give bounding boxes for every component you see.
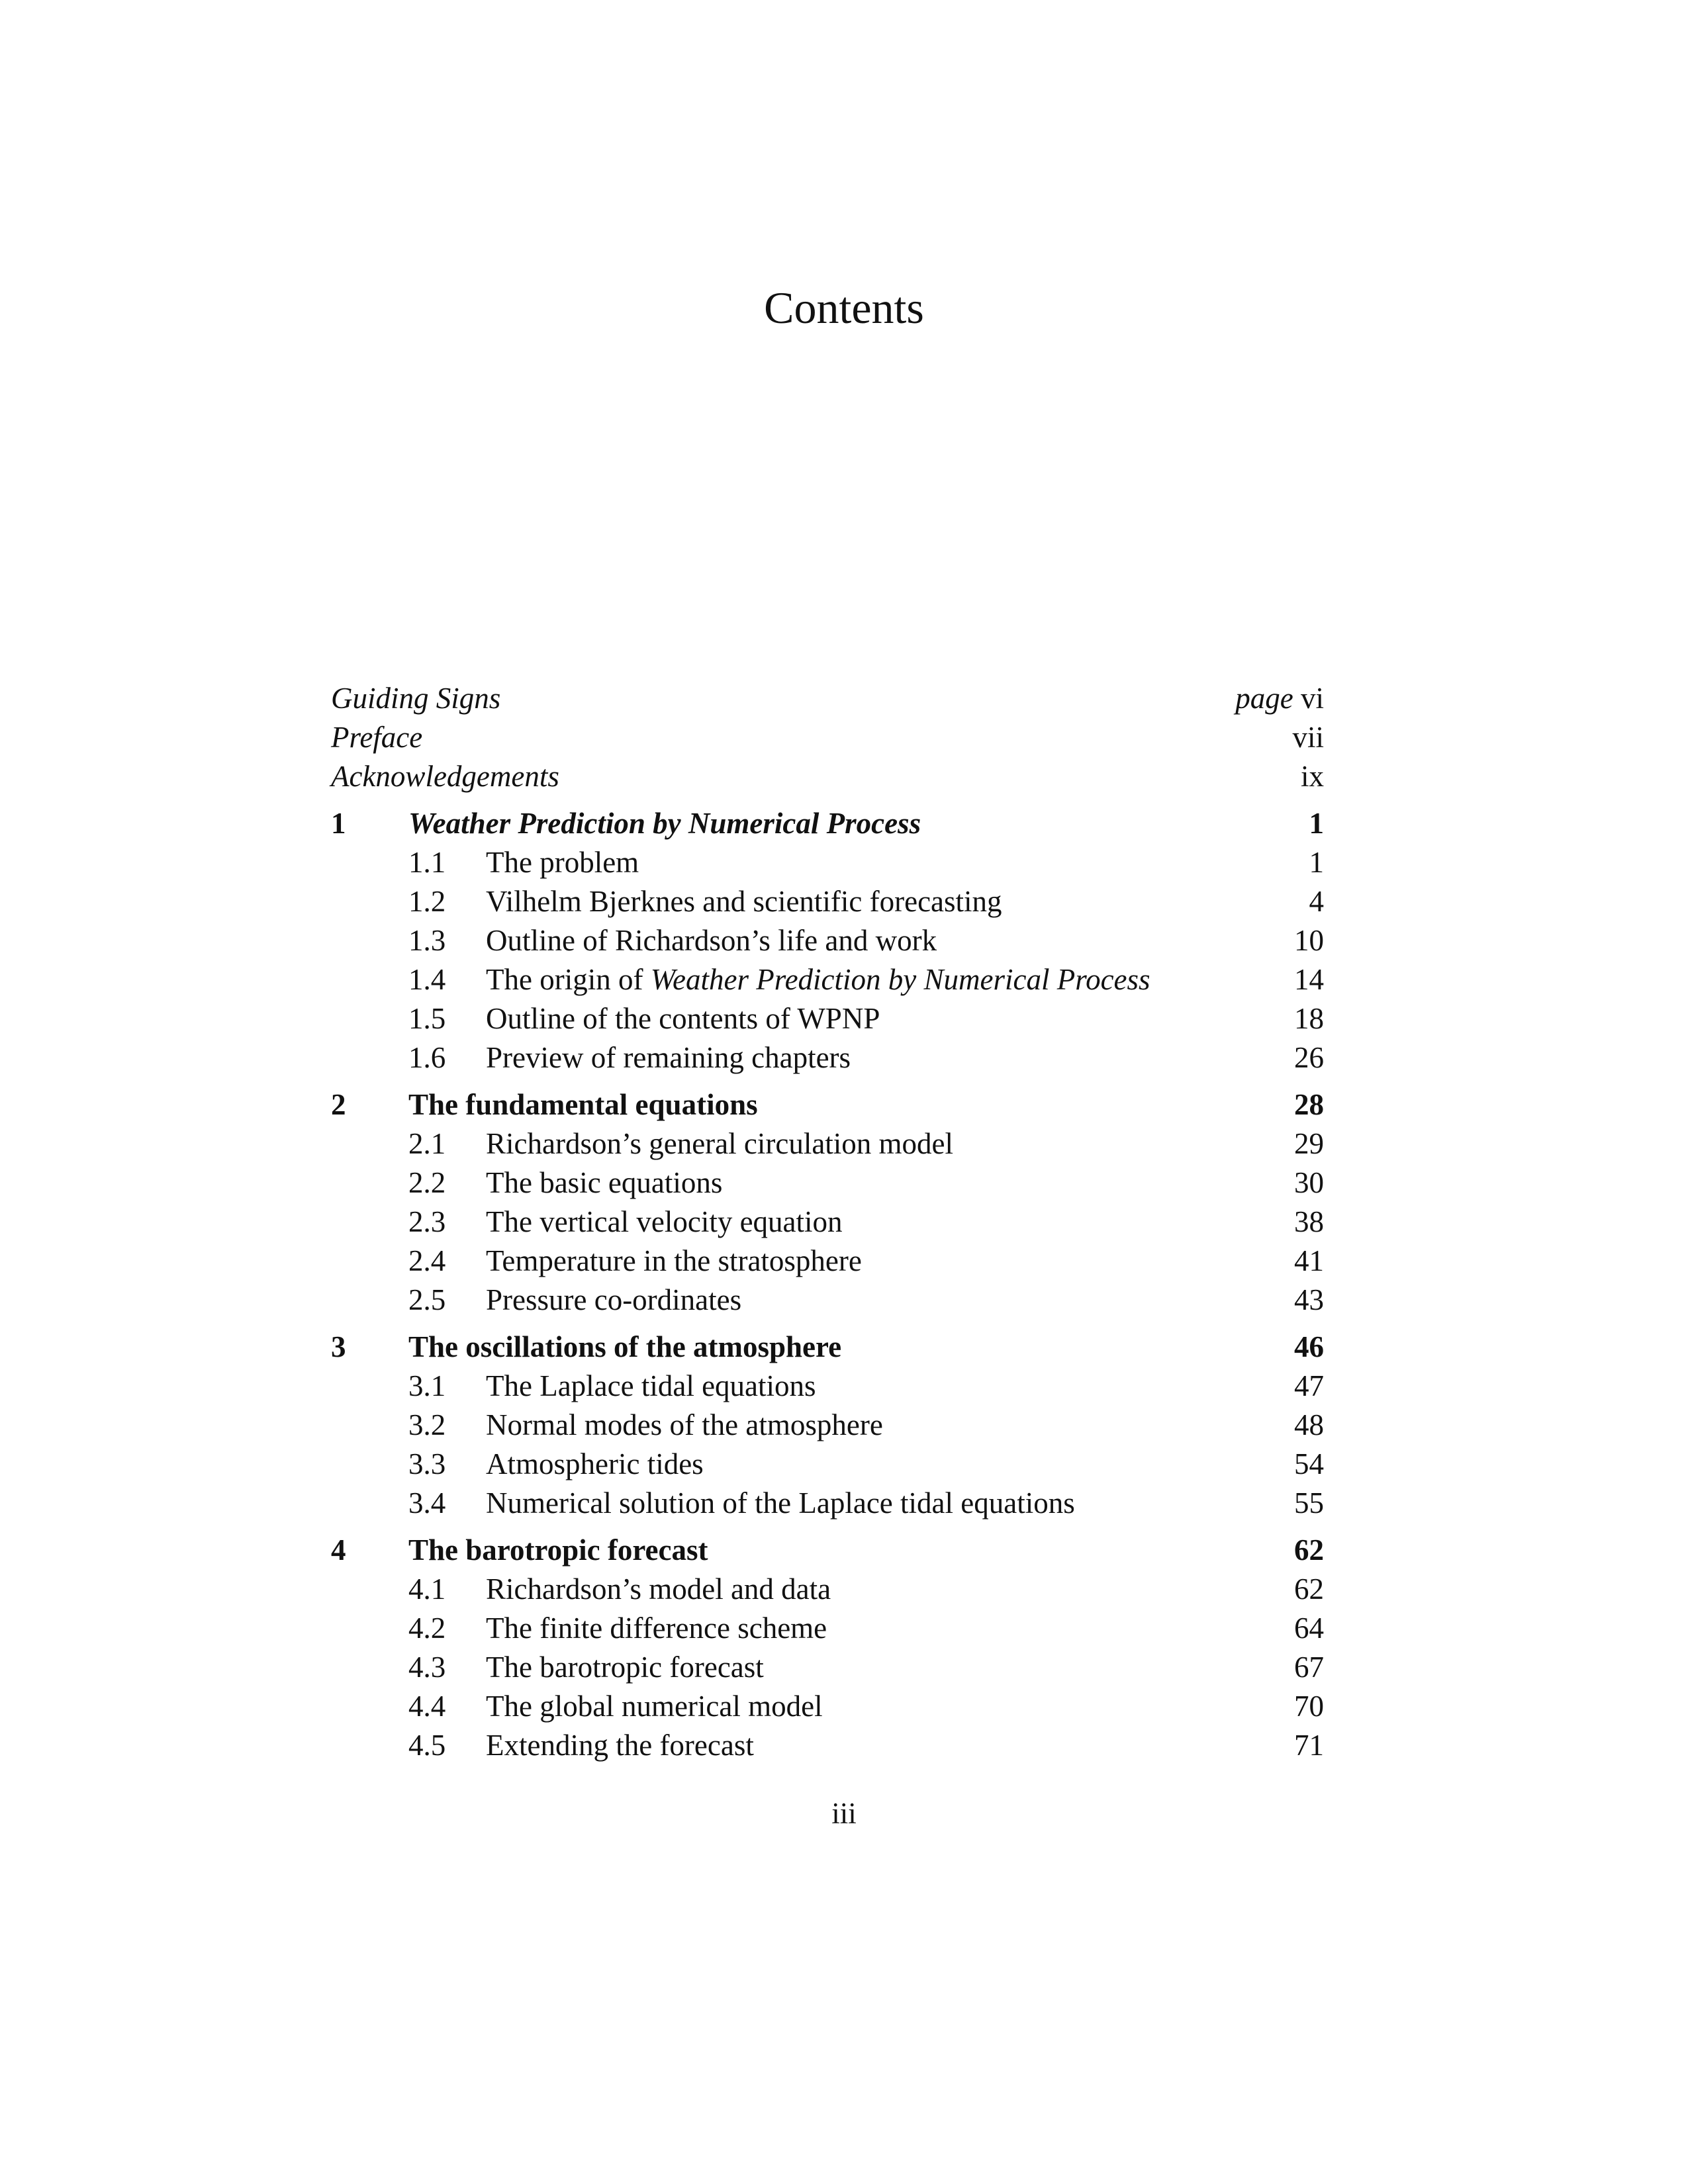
toc-entry-preface[interactable] — [331, 718, 1324, 757]
section-title: Temperature in the stratosphere — [486, 1244, 862, 1277]
section-page: 10 — [1294, 924, 1324, 957]
toc-section-1-5[interactable] — [331, 999, 1324, 1038]
toc-section-1-1[interactable] — [331, 843, 1324, 882]
section-number: 3.4 — [408, 1486, 446, 1520]
section-title: Preview of remaining chapters — [486, 1041, 851, 1074]
chapter-number: 4 — [331, 1533, 346, 1567]
chapter-page: 28 — [1294, 1088, 1324, 1121]
toc-section-1-4[interactable] — [331, 960, 1324, 999]
section-page: 41 — [1294, 1244, 1324, 1277]
section-number: 1.5 — [408, 1002, 446, 1035]
section-title — [486, 960, 1150, 999]
page-title: Contents — [764, 283, 924, 333]
section-number: 3.1 — [408, 1369, 446, 1402]
chapter-page: 62 — [1294, 1533, 1324, 1567]
toc-entry-title: Acknowledgements — [331, 760, 559, 793]
section-number: 4.4 — [408, 1690, 446, 1723]
section-page: 4 — [1309, 885, 1324, 918]
chapter-number: 2 — [331, 1088, 346, 1121]
section-title: The Laplace tidal equations — [486, 1369, 816, 1402]
section-page: 18 — [1294, 1002, 1324, 1035]
section-page: 47 — [1294, 1369, 1324, 1402]
section-number: 1.4 — [408, 963, 446, 996]
section-title-prefix: The origin of — [486, 963, 651, 996]
toc-section-3-2[interactable] — [331, 1406, 1324, 1445]
chapter-title: Weather Prediction by Numerical Process — [408, 807, 921, 840]
section-page: 67 — [1294, 1651, 1324, 1684]
section-number: 4.2 — [408, 1612, 446, 1645]
chapter-title: The oscillations of the atmosphere — [408, 1330, 842, 1363]
toc-entry-acknowledgements[interactable] — [331, 757, 1324, 796]
section-page: 14 — [1294, 963, 1324, 996]
page-word: page — [1235, 682, 1293, 715]
toc-section-2-3[interactable] — [331, 1203, 1324, 1242]
toc-section-4-1[interactable] — [331, 1570, 1324, 1609]
toc-chapter-3[interactable] — [331, 1328, 1324, 1367]
section-title: Outline of the contents of WPNP — [486, 1002, 880, 1035]
toc-section-1-2[interactable] — [331, 882, 1324, 921]
section-number: 1.1 — [408, 846, 446, 879]
toc-section-4-5[interactable] — [331, 1726, 1324, 1765]
section-number: 2.5 — [408, 1283, 446, 1316]
toc-section-1-6[interactable] — [331, 1038, 1324, 1077]
toc-section-4-2[interactable] — [331, 1609, 1324, 1648]
toc-section-4-3[interactable] — [331, 1648, 1324, 1687]
toc-entry-title: Guiding Signs — [331, 682, 501, 715]
section-number: 2.4 — [408, 1244, 446, 1277]
section-number: 3.2 — [408, 1408, 446, 1441]
section-page: 30 — [1294, 1166, 1324, 1199]
section-number: 2.2 — [408, 1166, 446, 1199]
section-title: Vilhelm Bjerknes and scientific forecasting — [486, 885, 1002, 918]
section-title: Atmospheric tides — [486, 1447, 704, 1480]
section-page: 29 — [1294, 1127, 1324, 1160]
section-title: The global numerical model — [486, 1690, 823, 1723]
page-number: vi — [1300, 682, 1324, 715]
section-page: 62 — [1294, 1572, 1324, 1606]
toc-section-3-4[interactable] — [331, 1484, 1324, 1523]
toc-section-3-1[interactable] — [331, 1367, 1324, 1406]
toc-section-2-1[interactable] — [331, 1124, 1324, 1163]
toc-chapter-1[interactable] — [331, 804, 1324, 843]
chapter-title: The barotropic forecast — [408, 1533, 708, 1567]
section-number: 4.5 — [408, 1729, 446, 1762]
section-title: The vertical velocity equation — [486, 1205, 843, 1238]
section-title: Outline of Richardson’s life and work — [486, 924, 937, 957]
section-number: 1.3 — [408, 924, 446, 957]
section-title: Numerical solution of the Laplace tidal equations — [486, 1486, 1075, 1520]
section-number: 3.3 — [408, 1447, 446, 1480]
toc-entry-page: ix — [1300, 760, 1324, 793]
table-of-contents — [331, 679, 1324, 1765]
section-title: Richardson’s model and data — [486, 1572, 831, 1606]
chapter-number: 3 — [331, 1330, 346, 1363]
toc-entry-page: vii — [1292, 721, 1324, 754]
section-page: 38 — [1294, 1205, 1324, 1238]
toc-section-2-4[interactable] — [331, 1242, 1324, 1281]
toc-section-3-3[interactable] — [331, 1445, 1324, 1484]
toc-entry-page — [1235, 679, 1324, 718]
section-title: The barotropic forecast — [486, 1651, 764, 1684]
toc-section-4-4[interactable] — [331, 1687, 1324, 1726]
page-number-footer: iii — [831, 1797, 857, 1830]
section-page: 48 — [1294, 1408, 1324, 1441]
section-page: 43 — [1294, 1283, 1324, 1316]
section-page: 71 — [1294, 1729, 1324, 1762]
section-page: 70 — [1294, 1690, 1324, 1723]
toc-chapter-4[interactable] — [331, 1531, 1324, 1570]
section-number: 2.1 — [408, 1127, 446, 1160]
section-number: 1.6 — [408, 1041, 446, 1074]
section-page: 26 — [1294, 1041, 1324, 1074]
section-title: The problem — [486, 846, 639, 879]
section-title: The basic equations — [486, 1166, 723, 1199]
section-title: Richardson’s general circulation model — [486, 1127, 954, 1160]
section-title-italic: Weather Prediction by Numerical Process — [650, 963, 1150, 996]
section-title: Extending the forecast — [486, 1729, 754, 1762]
section-title: Pressure co-ordinates — [486, 1283, 742, 1316]
section-page: 54 — [1294, 1447, 1324, 1480]
chapter-title: The fundamental equations — [408, 1088, 758, 1121]
section-page: 1 — [1309, 846, 1324, 879]
section-title: Normal modes of the atmosphere — [486, 1408, 883, 1441]
section-title: The finite difference scheme — [486, 1612, 827, 1645]
chapter-number: 1 — [331, 807, 346, 840]
chapter-page: 1 — [1309, 807, 1324, 840]
section-page: 55 — [1294, 1486, 1324, 1520]
toc-section-2-2[interactable] — [331, 1163, 1324, 1203]
section-number: 4.1 — [408, 1572, 446, 1606]
toc-chapter-2[interactable] — [331, 1085, 1324, 1124]
section-number: 4.3 — [408, 1651, 446, 1684]
section-number: 2.3 — [408, 1205, 446, 1238]
toc-section-2-5[interactable] — [331, 1281, 1324, 1320]
toc-section-1-3[interactable] — [331, 921, 1324, 960]
chapter-page: 46 — [1294, 1330, 1324, 1363]
section-page: 64 — [1294, 1612, 1324, 1645]
toc-entry-title: Preface — [331, 721, 423, 754]
toc-entry-guiding-signs[interactable] — [331, 679, 1324, 718]
section-number: 1.2 — [408, 885, 446, 918]
